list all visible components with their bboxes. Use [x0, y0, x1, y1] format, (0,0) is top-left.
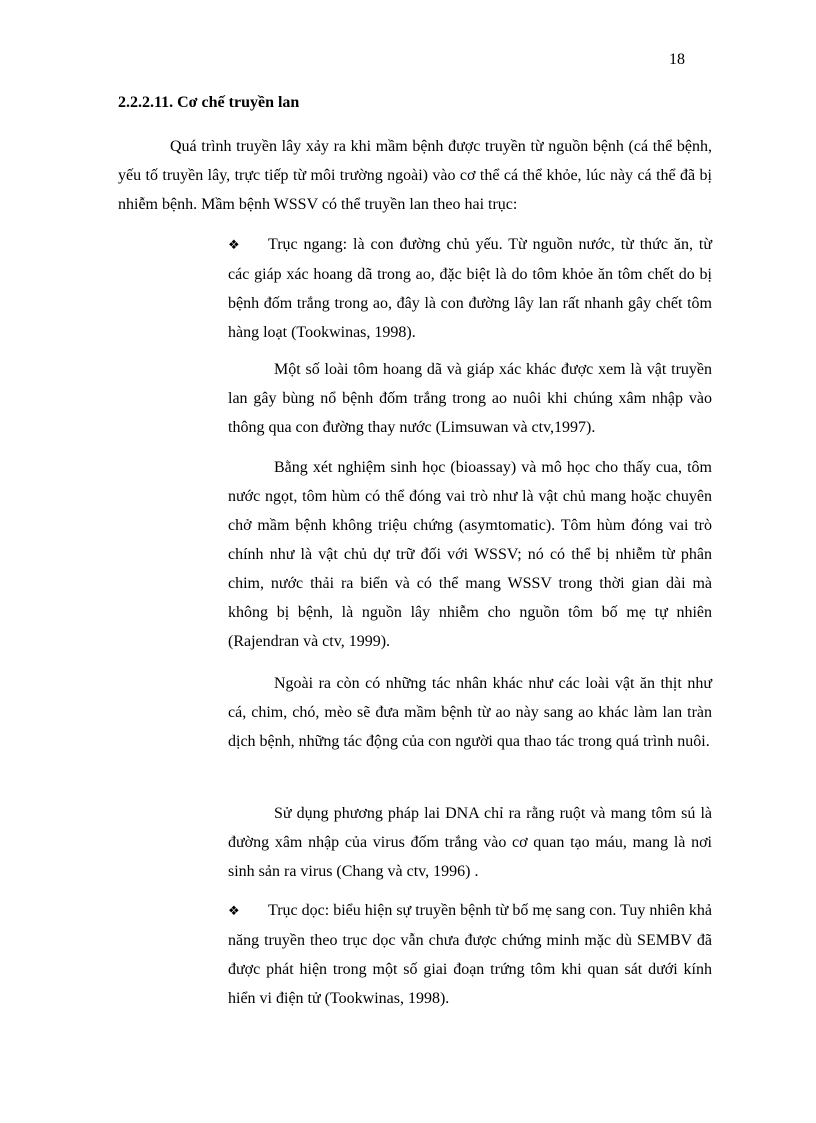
diamond-bullet-icon: ❖ [228, 904, 240, 919]
bullet-item-horizontal-axis [228, 230, 712, 347]
diamond-bullet-icon: ❖ [228, 238, 240, 253]
sub-paragraph-wild-shrimp: Một số loài tôm hoang dã và giáp xác khác được xem là vật truyền lan gây bùng nổ bệnh đốm trắng trong ao nuôi khi chúng xâm nhập vào thông qua con đường thay nước (Limsuwan và ctv,1997). [228, 361, 712, 436]
intro-paragraph: Quá trình truyền lây xảy ra khi mầm bệnh được truyền từ nguồn bệnh (cá thể bệnh, yếu tố truyền lây, trực tiếp từ môi trường ngoài) vào cơ thể cá thể khỏe, lúc này cá thể đã bị nhiễm bệnh. Mầm bệnh WSSV có thể truyền lan theo hai trục: [118, 138, 712, 213]
section-heading: 2.2.2.11. Cơ chế truyền lan [118, 94, 300, 111]
sub-paragraph-dna-hybridization: Sử dụng phương pháp lai DNA chỉ ra rằng ruột và mang tôm sú là đường xâm nhập của virus đốm trắng vào cơ quan tạo máu, mang là nơi sinh sản ra virus (Chang và ctv, 1996) . [228, 805, 712, 880]
bullet-item-text: Trục ngang: là con đường chủ yếu. Từ nguồn nước, từ thức ăn, từ các giáp xác hoang dã trong ao, đặc biệt là do tôm khỏe ăn tôm chết do bị bệnh đốm trắng trong ao, đây là con đường lây lan rất nhanh gây chết tôm hàng loạt (Tookwinas, 1998). [228, 236, 712, 341]
bullet-item-vertical-axis [228, 896, 712, 1013]
page-number: 18 [669, 51, 685, 68]
sub-paragraph-other-agents: Ngoài ra còn có những tác nhân khác như các loài vật ăn thịt như cá, chim, chó, mèo sẽ đưa mầm bệnh từ ao này sang ao khác làm lan tràn dịch bệnh, những tác động của con người qua thao tác trong quá trình nuôi. [228, 675, 712, 750]
bullet-item-text: Trục dọc: biểu hiện sự truyền bệnh từ bố mẹ sang con. Tuy nhiên khả năng truyền theo trục dọc vẫn chưa được chứng minh mặc dù SEMBV đã được phát hiện trong một số giai đoạn trứng tôm khi quan sát dưới kính hiển vi điện tử (Tookwinas, 1998). [228, 902, 712, 1007]
sub-paragraph-bioassay: Bằng xét nghiệm sinh học (bioassay) và mô học cho thấy cua, tôm nước ngọt, tôm hùm có thể đóng vai trò như là vật chủ mang hoặc chuyên chở mầm bệnh không triệu chứng (asymtomatic). Tôm hùm đóng vai trò chính như là vật chủ dự trữ đối với WSSV; nó có thể bị nhiễm từ phân chim, nước thải ra biển và có thể mang WSSV trong thời gian dài mà không bị bệnh, là nguồn lây nhiễm cho nguồn tôm bố mẹ tự nhiên (Rajendran và ctv, 1999). [228, 459, 712, 650]
